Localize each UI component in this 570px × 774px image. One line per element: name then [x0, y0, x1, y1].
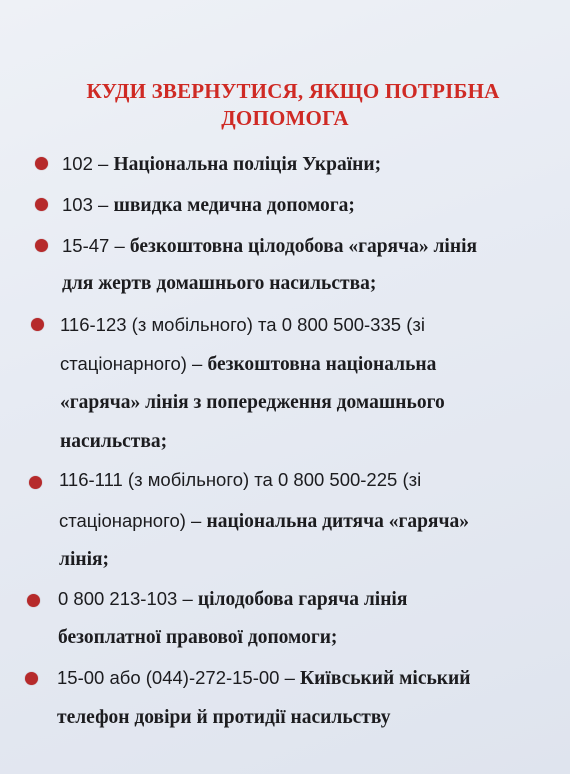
service-name: лінія;: [59, 549, 110, 570]
item-line: [62, 234, 477, 259]
phone-number: 15-00 або (044)-272-15-00 –: [57, 667, 301, 688]
service-name: для жертв домашнього насильства;: [62, 273, 377, 294]
service-name: Київський міський: [300, 668, 471, 689]
bullet-icon: [27, 594, 40, 607]
phone-number: 116-123 (з мобільного) та 0 800 500-335 (зі: [60, 314, 425, 335]
service-name: цілодобова гаряча лінія: [197, 589, 408, 610]
service-name: швидка медична допомога;: [113, 195, 355, 216]
item-line: [60, 352, 436, 377]
item-line: [57, 706, 391, 730]
service-name: національна дитяча «гаряча»: [206, 511, 469, 532]
item-line: [60, 391, 445, 415]
bullet-icon: [25, 672, 38, 685]
service-name: безоплатної правової допомоги;: [58, 627, 338, 648]
item-line: [57, 666, 471, 691]
page-title-line-1: КУДИ ЗВЕРНУТИСЯ, ЯКЩО ПОТРІБНА: [86, 79, 500, 103]
phone-number: стаціонарного) –: [59, 510, 207, 531]
item-line: [62, 193, 355, 218]
phone-number: 15-47 –: [62, 235, 130, 256]
bullet-icon: [31, 318, 44, 331]
item-line: [62, 152, 381, 177]
item-line: [60, 313, 425, 338]
bullet-icon: [35, 198, 48, 211]
phone-number: 116-111 (з мобільного) та 0 800 500-225 (зі: [59, 469, 422, 490]
service-name: Національна поліція України;: [113, 154, 382, 175]
service-name: телефон довіри й протидії насильству: [57, 707, 391, 728]
page-title-line-2: ДОПОМОГА: [221, 106, 349, 130]
service-name: безкоштовна цілодобова «гаряча» лінія: [129, 236, 478, 257]
item-line: [60, 430, 167, 454]
phone-number: 0 800 213-103 –: [58, 588, 198, 609]
bullet-icon: [35, 239, 48, 252]
item-line: [59, 509, 469, 534]
service-name: насильства;: [60, 431, 168, 452]
item-line: [58, 587, 407, 612]
bullet-icon: [35, 157, 48, 170]
phone-number: 103 –: [62, 194, 114, 215]
item-line: [59, 468, 421, 493]
item-line: [62, 272, 376, 296]
item-line: [58, 626, 337, 650]
phone-number: 102 –: [62, 153, 114, 174]
service-name: «гаряча» лінія з попередження домашнього: [60, 392, 445, 413]
bullet-icon: [29, 476, 42, 489]
phone-number: стаціонарного) –: [60, 353, 208, 374]
service-name: безкоштовна національна: [207, 354, 437, 375]
item-line: [59, 548, 109, 572]
